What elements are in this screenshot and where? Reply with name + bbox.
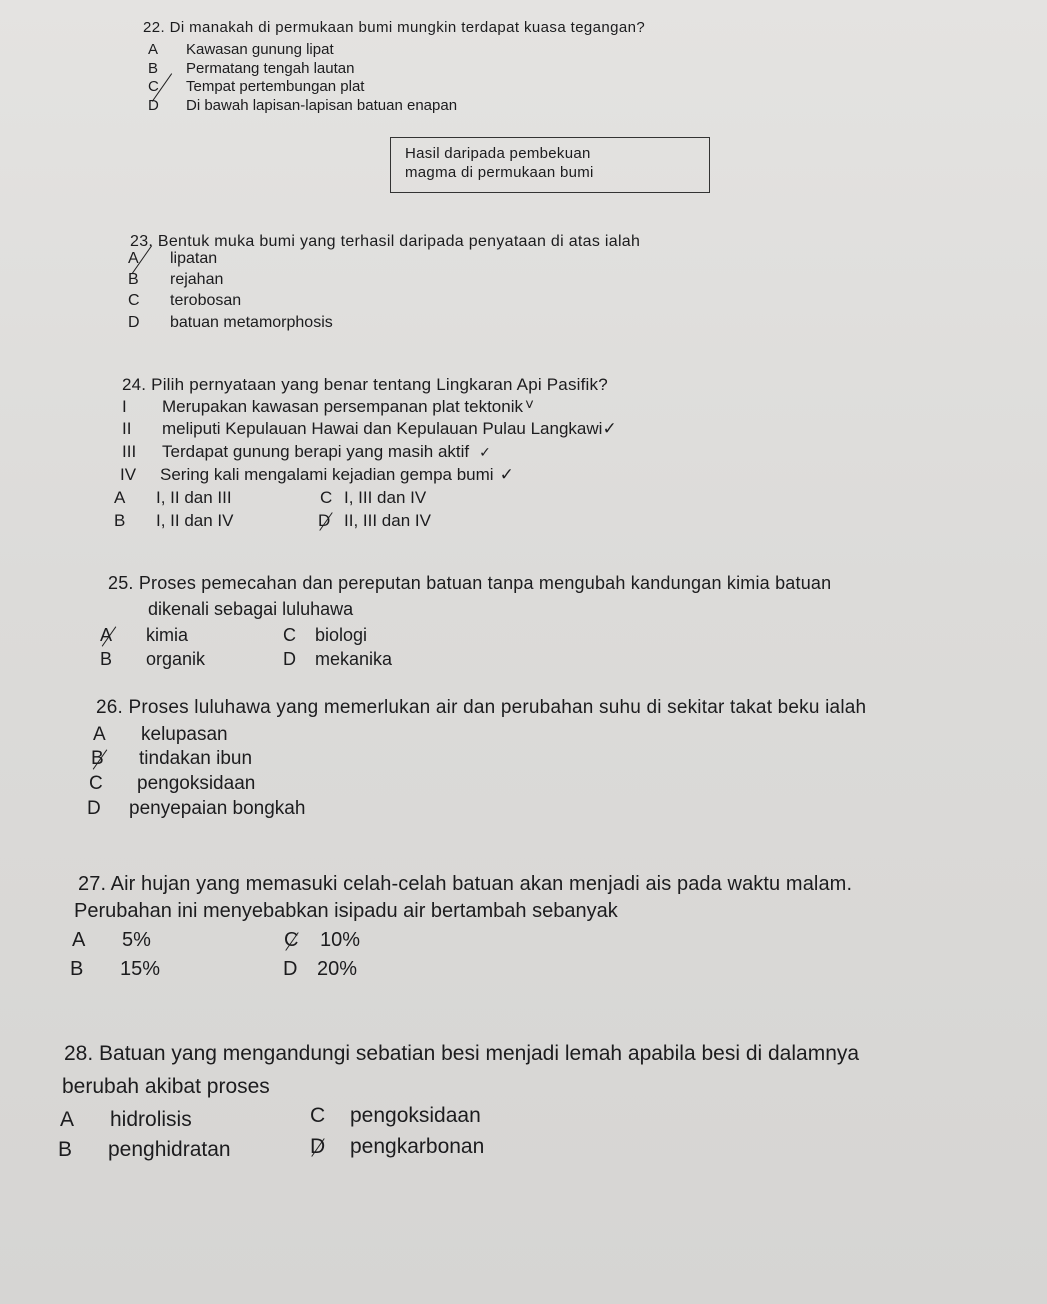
option-text: penghidratan — [108, 1138, 231, 1161]
box-line-2: magma di permukaan bumi — [405, 164, 594, 181]
q26-option-d[interactable] — [87, 798, 305, 820]
option-text: Permatang tengah lautan — [186, 60, 355, 77]
check-mark: ✓ — [602, 419, 617, 438]
option-text: Tempat pertembungan plat — [186, 78, 365, 95]
q28-option-a[interactable] — [60, 1108, 192, 1132]
option-text: batuan metamorphosis — [170, 314, 333, 331]
question-25-stem-2: dikenali sebagai luluhawa — [148, 599, 354, 619]
question-28 — [64, 1042, 859, 1066]
option-text: I, III dan IV — [344, 488, 427, 507]
q26-option-b[interactable] — [91, 748, 252, 770]
option-letter-crossed: D — [310, 1135, 326, 1158]
q26-option-c[interactable] — [89, 773, 255, 795]
q25-option-a[interactable] — [100, 625, 188, 646]
question-26 — [96, 697, 866, 719]
q22-option-b[interactable] — [148, 60, 354, 77]
option-letter: D — [128, 314, 140, 331]
q28-option-d[interactable] — [310, 1135, 484, 1159]
option-letter: B — [58, 1138, 73, 1161]
question-stem: 28. Batuan yang mengandungi sebatian besi menjadi lemah apabila besi di dalamnya — [64, 1042, 860, 1065]
option-letter: B — [128, 271, 139, 288]
q27-option-d[interactable] — [283, 958, 357, 981]
option-text: rejahan — [170, 271, 224, 288]
q23-option-b[interactable] — [128, 271, 223, 289]
caret-mark: ˅ — [525, 397, 534, 414]
statement-box — [390, 137, 710, 193]
question-27 — [78, 873, 852, 896]
option-text: biologi — [315, 625, 368, 645]
q28-option-b[interactable] — [58, 1138, 231, 1162]
option-letter: B — [114, 511, 126, 530]
option-text: I, II dan IV — [156, 511, 234, 530]
question-stem: 23. Bentuk muka bumi yang terhasil daripada penyataan di atas ialah — [130, 233, 641, 250]
option-letter-crossed: D — [318, 511, 334, 531]
option-letter: A — [114, 488, 126, 507]
option-letter: A — [93, 724, 106, 745]
q23-option-a[interactable] — [128, 250, 217, 268]
option-text: kelupasan — [141, 724, 228, 745]
option-text: pengoksidaan — [137, 773, 256, 794]
option-text: penyepaian bongkah — [129, 798, 306, 819]
option-text: tindakan ibun — [139, 748, 253, 769]
q23-option-d[interactable] — [128, 314, 333, 332]
option-text: organik — [146, 649, 206, 669]
option-letter: D — [87, 798, 101, 819]
q24-statement-2: II meliputi Kepulauan Hawai dan Kepulauan Pulau Langkawi✓ — [122, 419, 617, 438]
q28-option-c[interactable] — [310, 1104, 481, 1128]
option-text: pengoksidaan — [350, 1104, 481, 1127]
q27-option-a[interactable] — [72, 929, 151, 952]
question-28-stem-2: berubah akibat proses — [62, 1075, 270, 1098]
question-22 — [143, 20, 645, 35]
question-25 — [108, 573, 831, 594]
option-letter-crossed: A — [128, 250, 156, 268]
option-text: 20% — [317, 958, 358, 980]
q27-option-b[interactable] — [70, 958, 160, 981]
option-letter: C — [320, 488, 333, 507]
question-stem: 24. Pilih pernyataan yang benar tentang Lingkaran Api Pasifik? — [122, 375, 608, 394]
option-letter: D — [283, 649, 296, 669]
option-text: I, II dan III — [156, 488, 232, 507]
box-line-1: Hasil daripada pembekuan — [405, 145, 591, 162]
option-text: terobosan — [170, 292, 242, 309]
option-text: mekanika — [315, 649, 393, 669]
q24-option-a[interactable] — [114, 488, 232, 508]
q24-option-b[interactable] — [114, 511, 234, 531]
option-text: hidrolisis — [110, 1108, 192, 1131]
option-letter: B — [70, 958, 84, 980]
q24-statement-3: III Terdapat gunung berapi yang masih aktif ✓ — [122, 442, 491, 461]
option-text: kimia — [146, 625, 189, 645]
option-letter: C — [89, 773, 103, 794]
question-stem: 27. Air hujan yang memasuki celah-celah batuan akan menjadi ais pada waktu malam. — [78, 873, 853, 895]
q24-statement-1: I Merupakan kawasan persempanan plat tektonik ˅ — [122, 397, 534, 416]
option-letter: B — [148, 60, 159, 77]
option-letter: C — [283, 625, 296, 645]
option-letter: D — [283, 958, 298, 980]
question-27-stem-2: Perubahan ini menyebabkan isipadu air bertambah sebanyak — [74, 900, 618, 922]
option-text: lipatan — [170, 250, 218, 267]
option-text: Kawasan gunung lipat — [186, 41, 334, 58]
option-letter: C — [128, 292, 140, 309]
q25-option-d[interactable] — [283, 649, 392, 670]
q25-option-b[interactable] — [100, 649, 205, 670]
q23-option-c[interactable] — [128, 292, 241, 310]
option-letter: B — [100, 649, 113, 669]
q24-option-d[interactable] — [318, 511, 431, 531]
question-stem: 25. Proses pemecahan dan pereputan batuan tanpa mengubah kandungan kimia batuan — [108, 573, 832, 593]
option-letter-crossed: A — [100, 625, 118, 646]
q26-option-a[interactable] — [93, 724, 228, 746]
question-24 — [122, 375, 608, 395]
option-letter: A — [60, 1108, 75, 1131]
option-text: 15% — [120, 958, 161, 980]
option-letter: C — [310, 1104, 326, 1127]
question-23 — [130, 233, 640, 251]
q22-option-d[interactable] — [148, 97, 457, 114]
option-letter: D — [148, 97, 159, 114]
check-mark: ✓ — [479, 444, 491, 460]
q25-option-c[interactable] — [283, 625, 367, 646]
option-letter-crossed: C — [284, 929, 299, 951]
q24-option-c[interactable] — [320, 488, 426, 508]
check-mark: ✓ — [499, 465, 514, 484]
q27-option-c[interactable] — [284, 929, 360, 952]
question-stem: 22. Di manakah di permukaan bumi mungkin terdapat kuasa tegangan? — [143, 19, 646, 36]
q22-option-c[interactable] — [148, 78, 364, 95]
option-text: 5% — [122, 929, 151, 951]
option-text: 10% — [320, 929, 361, 951]
option-letter: A — [148, 41, 159, 58]
q22-option-a[interactable] — [148, 41, 334, 58]
option-text: Di bawah lapisan-lapisan batuan enapan — [186, 97, 458, 114]
question-stem: 26. Proses luluhawa yang memerlukan air dan perubahan suhu di sekitar takat beku ialah — [96, 697, 867, 718]
option-text: pengkarbonan — [350, 1135, 485, 1158]
option-letter-crossed: C — [148, 78, 176, 95]
option-letter: A — [72, 929, 86, 951]
q24-statement-4: IV Sering kali mengalami kejadian gempa bumi ✓ — [120, 465, 514, 484]
option-text: II, III dan IV — [344, 511, 431, 530]
option-letter-crossed: B — [91, 748, 109, 770]
